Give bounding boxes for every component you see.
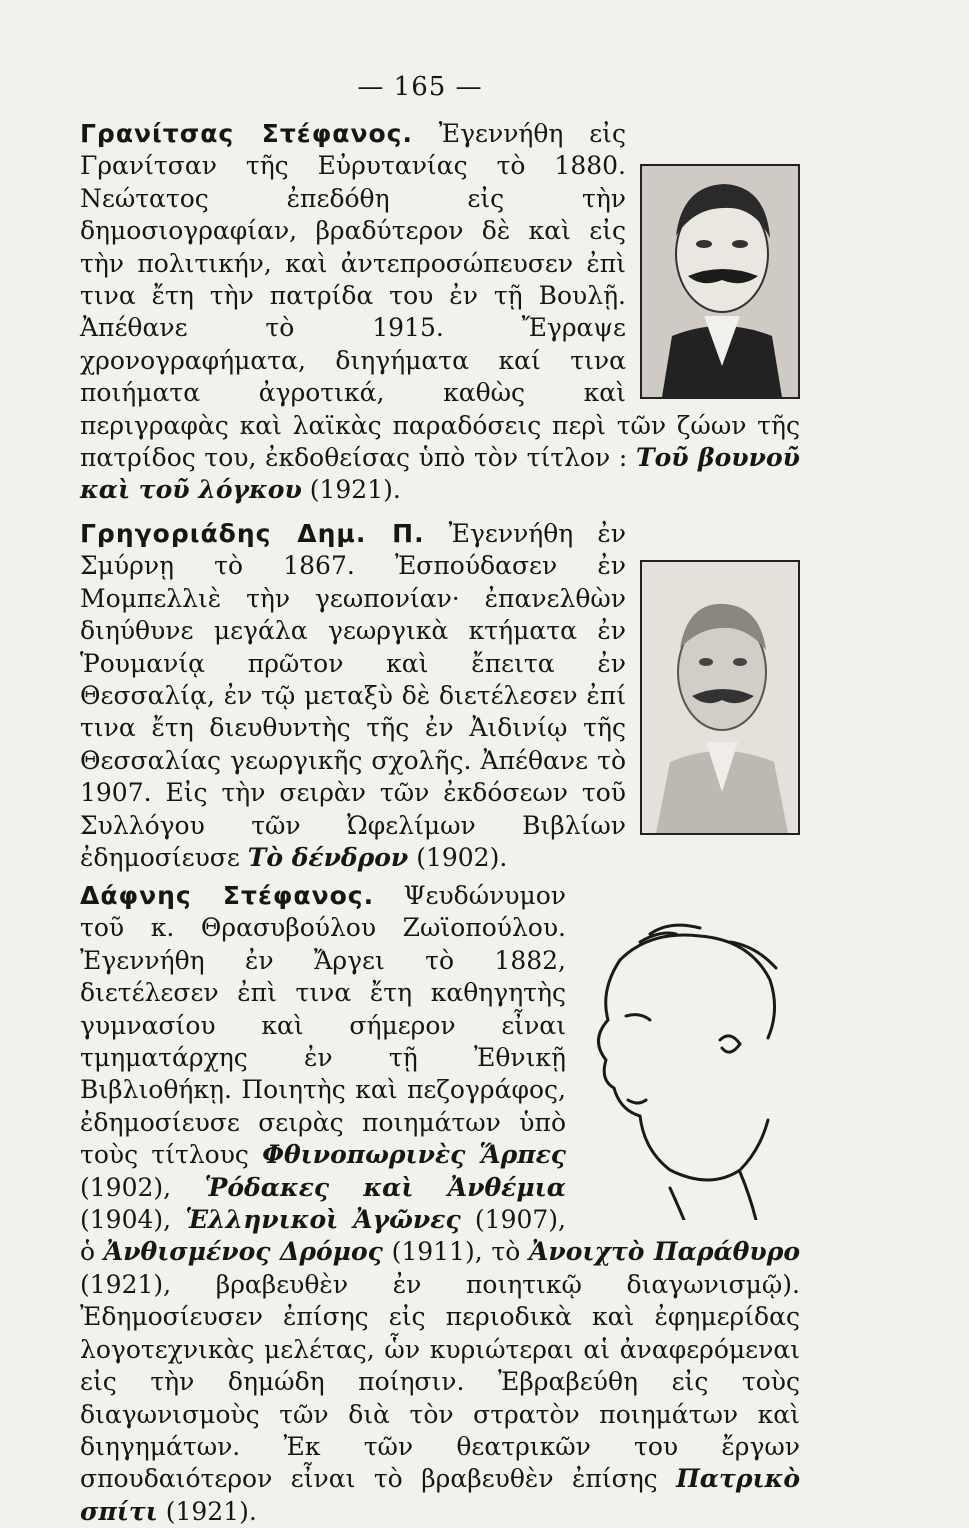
entry-part-3: (1907), ὁ (80, 1205, 566, 1267)
work-title-5: Ἀνοιχτὸ Παράθυρο (529, 1237, 800, 1267)
work-title-6: Πατρικὸ σπίτι (80, 1464, 800, 1526)
entry-part-1: (1902), (80, 1172, 205, 1202)
entry-heading: Γρηγοριάδης Δημ. Π. (80, 519, 425, 548)
entry-tail: (1921). (301, 475, 401, 505)
entry-part-2: (1904), (80, 1205, 186, 1235)
entry-text: Ψευδώνυμον τοῦ κ. Θρασυβούλου Ζωϊοπούλου. Ἐγεννήθη ἐν Ἄργει τὸ 1882, διετέλεσεν ἐπὶ τινα ἔτη καθηγητὴς γυμνασίου καὶ σήμερον εἶναι τμηματάρχης ἐν τῇ Ἐθνικῇ Βιβλιοθήκῃ. Ποιητὴς καὶ πεζογράφος, ἐδημοσίευσε σειρὰς ποιημάτων ὑπὸ τοὺς τίτλους (80, 881, 566, 1170)
entry-part-4: (1911), τὸ (382, 1237, 530, 1267)
caricature-dafnis (580, 920, 800, 1220)
entry-grigoriadis (80, 518, 800, 874)
work-title-4: Ἀνθισμένος Δρόμος (103, 1237, 383, 1267)
page-number: — 165 — (357, 72, 483, 102)
caricature-sketch (580, 920, 800, 1220)
work-title-1: Φθινοπωρινὲς Ἅρπες (262, 1140, 566, 1170)
work-title-3: Ἑλληνικοὶ Ἀγῶνες (185, 1205, 461, 1235)
entry-part-6: (1921). (157, 1496, 257, 1526)
entry-heading: Γρανίτσας Στέφανος. (80, 119, 413, 148)
portrait-photo (640, 164, 800, 399)
entry-dafnis (80, 880, 800, 1528)
entry-tail: (1902). (408, 843, 508, 873)
work-title: Τοῦ βουνοῦ καὶ τοῦ λόγκου (80, 443, 800, 505)
portrait-granitsas (640, 164, 800, 399)
portrait-photo (640, 560, 800, 835)
entry-text: Ἐγεννήθη εἰς Γρανίτσαν τῆς Εὐρυτανίας τὸ 1880. Νεώτατος ἐπεδόθη εἰς τὴν δημοσιογραφίαν, βραδύτερον δὲ καὶ εἰς τὴν πολιτικήν, καὶ ἀντεπροσώπευσεν ἐπὶ τινα ἔτη τὴν πατρίδα του ἐν τῇ Βουλῇ. Ἀπέθανε τὸ 1915. Ἔγραψε χρονογραφήματα, διηγήματα καί τινα ποιήματα ἀγροτικά, καθὼς καὶ περιγραφὰς καὶ λαϊκὰς παραδόσεις περὶ τῶν ζώων τῆς πατρίδος του, ἐκδοθείσας ὑπὸ τὸν τίτλον : (80, 119, 800, 473)
entry-heading: Δάφνης Στέφανος. (80, 881, 375, 910)
entry-part-5: (1921), βραβευθὲν ἐν ποιητικῷ διαγωνισμῷ). Ἐδημοσίευσεν ἐπίσης εἰς περιοδικὰ καὶ ἐφημερίδας λογοτεχνικὰς μελέτας, ὧν κυριώτεραι αἱ ἀναφερόμεναι εἰς τὴν δημώδη ποίησιν. Ἐβραβεύθη εἰς τοὺς διαγωνισμοὺς τῶν διὰ τὸν στρατὸν ποιημάτων καὶ διηγημάτων. Ἐκ τῶν θεατρικῶν του ἔργων σπουδαιότερον εἶναι τὸ βραβευθὲν ἐπίσης (80, 1269, 800, 1494)
entry-text: Ἐγεννήθη ἐν Σμύρνῃ τὸ 1867. Ἐσπούδασεν ἐν Μομπελλιὲ τὴν γεωπονίαν· ἐπανελθὼν διηύθυνε μεγάλα γεωργικὰ κτήματα ἐν Ῥουμανίᾳ πρῶτον καὶ ἔπειτα ἐν Θεσσαλίᾳ, ἐν τῷ μεταξὺ δὲ διετέλεσεν ἐπί τινα ἔτη διευθυντὴς τῆς ἐν Ἀιδινίῳ τῆς Θεσσαλίας γεωργικῆς σχολῆς. Ἀπέθανε τὸ 1907. Εἰς τὴν σειρὰν τῶν ἐκδόσεων τοῦ Συλλόγου τῶν Ὠφελίμων Βιβλίων ἐδημοσίευσε (80, 519, 626, 873)
portrait-grigoriadis (640, 560, 800, 835)
work-title: Τὸ δένδρον (247, 843, 409, 873)
entry-granitsas (80, 118, 800, 507)
work-title-2: Ῥόδακες καὶ Ἀνθέμια (204, 1172, 566, 1202)
